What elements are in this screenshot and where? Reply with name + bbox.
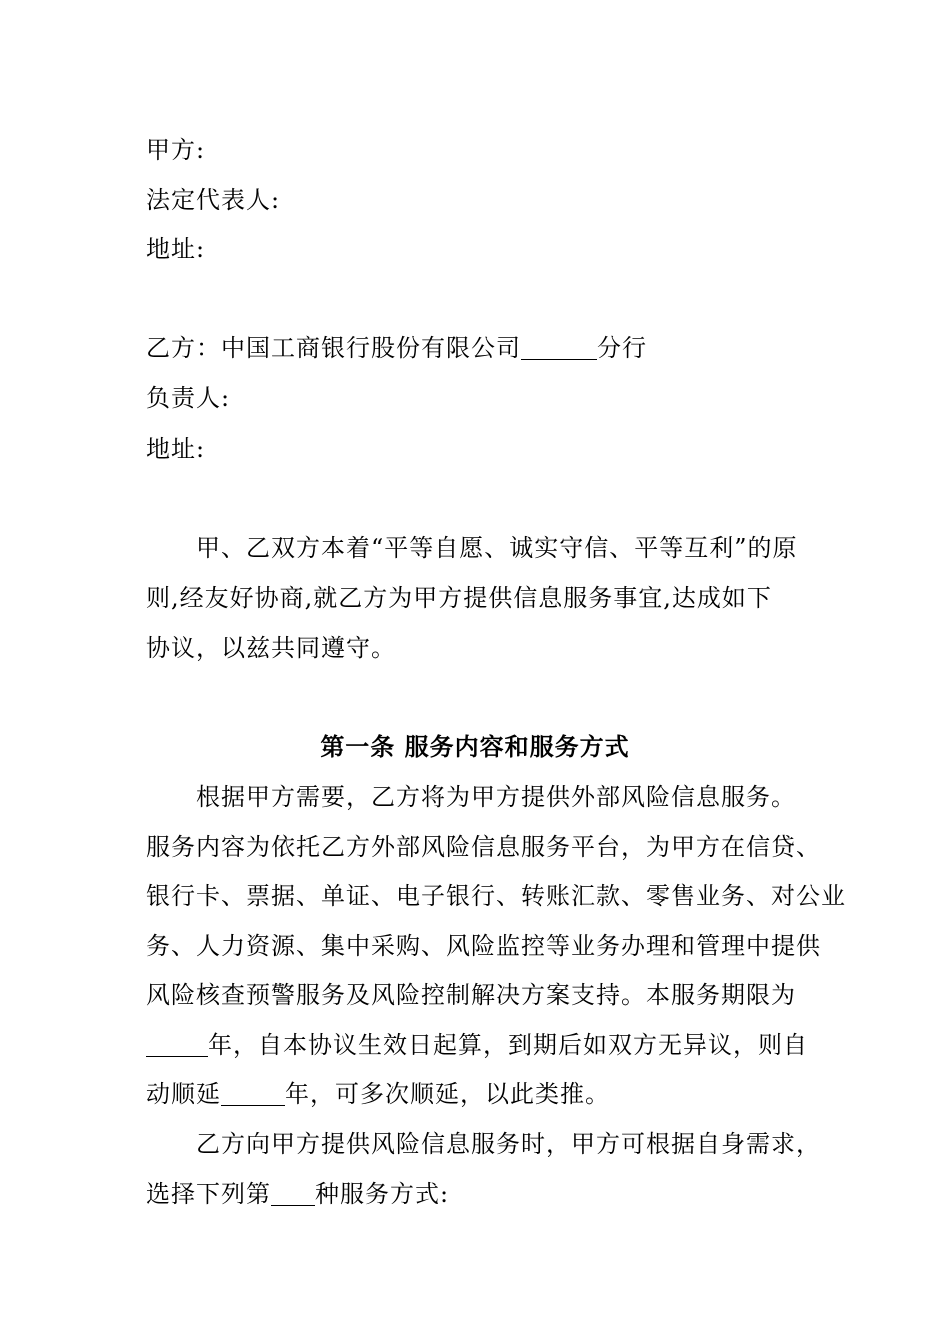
article-1-p1-line-1: 根据甲方需要，乙方将为甲方提供外部风险信息服务。 <box>196 783 796 811</box>
article-1-p1-line-6 <box>146 1029 808 1061</box>
article-1-p1-line-7-prefix: 动顺延 <box>146 1080 221 1108</box>
extension-term-blank <box>221 1081 285 1106</box>
preamble-line-2: 则,经友好协商,就乙方为甲方提供信息服务事宜,达成如下 <box>146 584 772 612</box>
preamble-line-1: 甲、乙双方本着“平等自愿、诚实守信、平等互利”的原 <box>196 534 798 562</box>
party-b-line <box>146 332 647 364</box>
party-b-label: 乙方：中国工商银行股份有限公司 <box>146 334 521 362</box>
article-1-p1-line-6-text: 年，自本协议生效日起算，到期后如双方无异议，则自 <box>208 1031 808 1059</box>
party-b-address: 地址: <box>146 435 206 463</box>
article-1-p2-line-2 <box>146 1178 449 1210</box>
party-b-responsible: 负责人: <box>146 384 231 412</box>
article-1-p1-line-3: 银行卡、票据、单证、电子银行、转账汇款、零售业务、对公业 <box>146 882 846 910</box>
article-1-p1-line-2: 服务内容为依托乙方外部风险信息服务平台，为甲方在信贷、 <box>146 833 821 861</box>
service-method-blank <box>271 1181 315 1206</box>
article-1-p1-line-7 <box>146 1078 610 1110</box>
article-1-p1-line-4: 务、人力资源、集中采购、风险监控等业务办理和管理中提供 <box>146 932 821 960</box>
article-1-p1-line-7-suffix: 年，可多次顺延，以此类推。 <box>285 1080 610 1108</box>
party-a-address: 地址: <box>146 235 206 263</box>
preamble-line-3: 协议，以兹共同遵守。 <box>146 634 396 662</box>
party-a-representative: 法定代表人: <box>146 186 281 214</box>
branch-name-blank <box>521 335 597 360</box>
party-a-label: 甲方: <box>146 136 206 164</box>
article-1-heading: 第一条 服务内容和服务方式 <box>320 732 630 761</box>
article-1-p2-line-2-suffix: 种服务方式: <box>315 1180 450 1208</box>
article-1-p2-line-1: 乙方向甲方提供风险信息服务时，甲方可根据自身需求， <box>196 1130 821 1158</box>
article-1-p1-line-5: 风险核查预警服务及风险控制解决方案支持。本服务期限为 <box>146 981 796 1009</box>
party-b-branch-suffix: 分行 <box>597 334 647 362</box>
service-term-blank <box>146 1032 208 1057</box>
article-1-p2-line-2-prefix: 选择下列第 <box>146 1180 271 1208</box>
